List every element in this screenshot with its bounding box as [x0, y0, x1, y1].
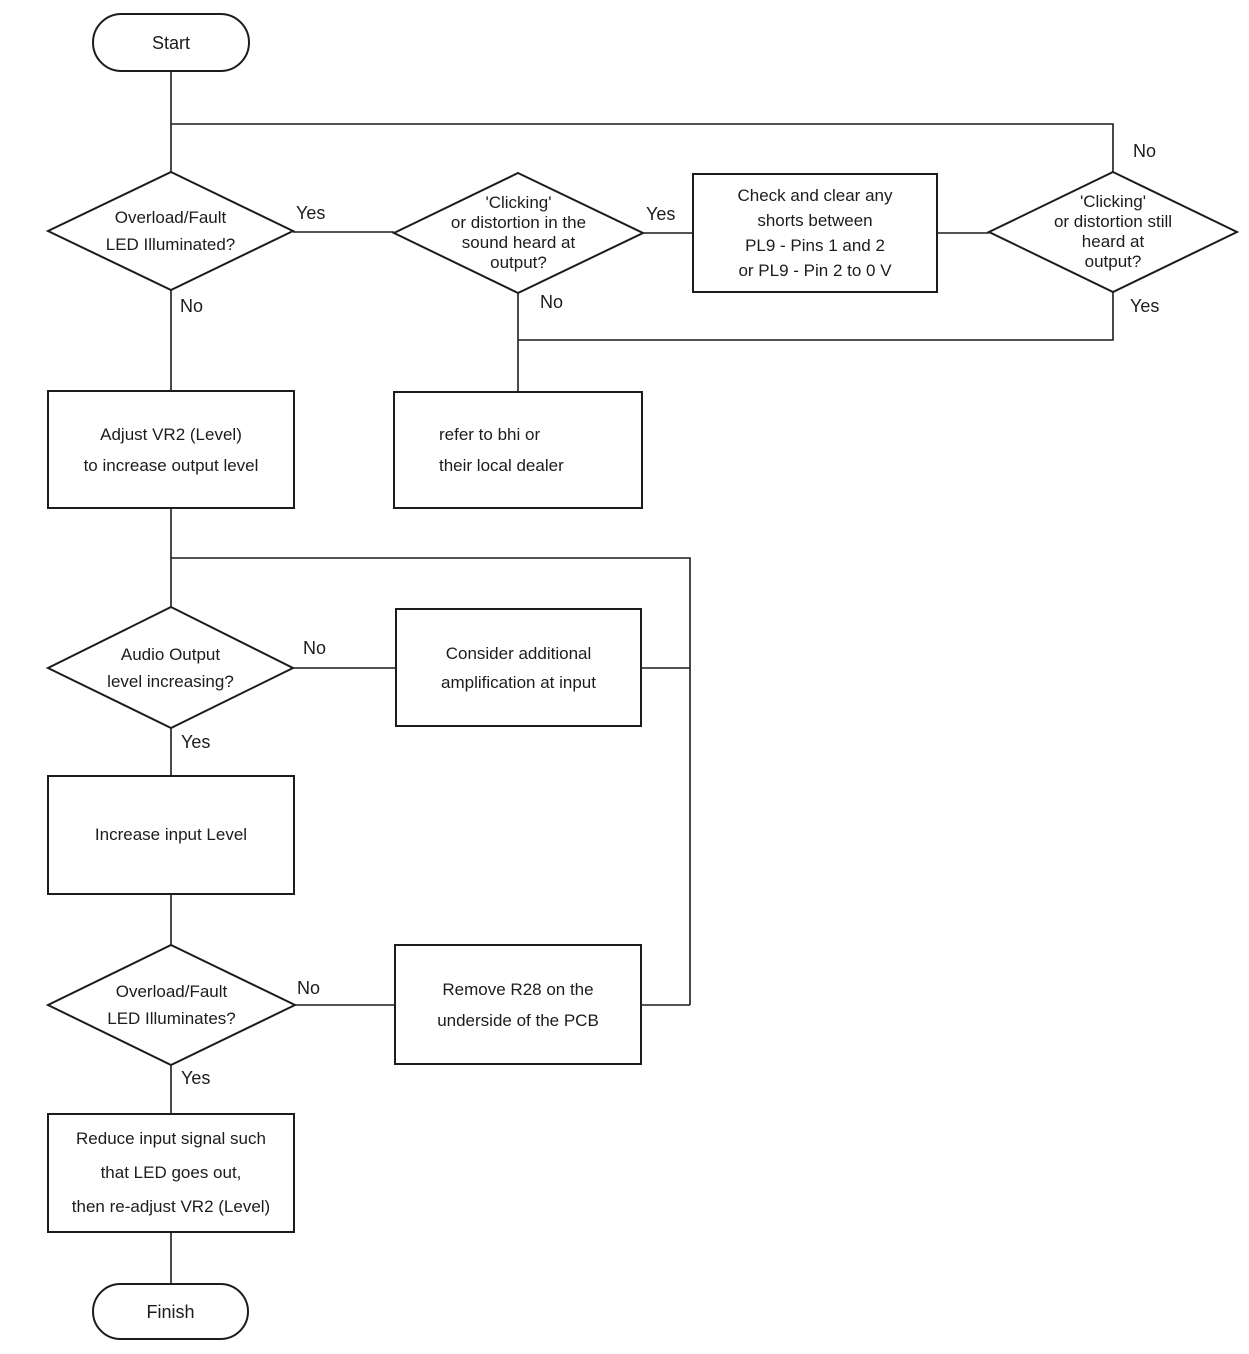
process-adjust-vr2-line: to increase output level: [83, 455, 259, 475]
process-reduce-input-line: Reduce input signal such: [76, 1129, 266, 1148]
edge-label-clicking-output-yes: Yes: [646, 204, 676, 224]
decision-clicking-output-shape: [394, 173, 643, 293]
decision-clicking-output-line: 'Clicking': [485, 193, 552, 212]
decision-audio-increasing-shape: [48, 607, 293, 728]
process-remove-r28-line: underside of the PCB: [437, 1010, 599, 1030]
terminal-start: [92, 13, 250, 72]
edge-label-audio-increasing-yes: Yes: [181, 732, 211, 752]
decision-led-illuminated-line: Overload/Fault: [114, 208, 227, 227]
decision-led-illuminated-shape: [48, 172, 293, 290]
process-remove-r28-line: Remove R28 on the: [442, 979, 594, 999]
decision-audio-increasing-line: level increasing?: [107, 671, 234, 691]
terminal-start-label: Start: [151, 32, 190, 53]
edge-label-led-illuminated-no: No: [180, 296, 204, 316]
process-increase-input: [47, 775, 295, 895]
decision-led-illuminates-line: Overload/Fault: [115, 982, 228, 1001]
process-check-shorts-line: PL9 - Pins 1 and 2: [745, 236, 885, 255]
process-adjust-vr2: [47, 390, 295, 509]
process-increase-input-label: Increase input Level: [94, 825, 248, 844]
decision-led-illuminated-line: LED Illuminated?: [105, 235, 236, 254]
decision-clicking-still-line: heard at: [1081, 232, 1145, 251]
process-check-shorts-line: Check and clear any: [737, 186, 893, 205]
decision-clicking-still-line: output?: [1084, 252, 1142, 271]
edge-label-led-illuminated-yes: Yes: [296, 203, 326, 223]
edge-clicking-still-yes-loop: [518, 292, 1113, 340]
terminal-finish: [92, 1283, 249, 1340]
decision-clicking-output-line: output?: [490, 253, 547, 272]
edge-label-clicking-output-no: No: [540, 292, 564, 312]
edge-label-led-illuminates-no: No: [297, 978, 321, 998]
process-check-shorts-line: shorts between: [757, 211, 873, 230]
decision-clicking-still-shape: [989, 172, 1237, 292]
process-refer-bhi-line: their local dealer: [439, 456, 564, 475]
edge-label-clicking-still-no: No: [1133, 141, 1157, 161]
terminal-finish-label: Finish: [146, 1301, 195, 1322]
process-consider-amp-line: Consider additional: [445, 643, 592, 663]
decision-clicking-output-line: or distortion in the: [450, 213, 587, 232]
decision-clicking-still-line: 'Clicking': [1079, 192, 1146, 211]
process-adjust-vr2-line: Adjust VR2 (Level): [100, 424, 242, 444]
decision-clicking-still-line: or distortion still: [1053, 212, 1173, 231]
process-refer-bhi-line: refer to bhi or: [439, 425, 541, 444]
process-consider-amp: [395, 608, 642, 727]
decision-audio-increasing-line: Audio Output: [120, 644, 221, 664]
process-refer-bhi: [393, 391, 643, 509]
process-consider-amp-line: amplification at input: [441, 672, 596, 692]
process-reduce-input: [47, 1113, 295, 1233]
decision-led-illuminates-line: LED Illuminates?: [107, 1009, 236, 1028]
edge-label-led-illuminates-yes: Yes: [181, 1068, 211, 1088]
process-reduce-input-line: that LED goes out,: [100, 1163, 242, 1182]
process-reduce-input-line: then re-adjust VR2 (Level): [71, 1197, 271, 1216]
process-check-shorts: [692, 173, 938, 293]
decision-led-illuminates-shape: [48, 945, 295, 1065]
edge-label-clicking-still-yes: Yes: [1130, 296, 1160, 316]
edge-label-audio-increasing-no: No: [303, 638, 327, 658]
process-check-shorts-line: or PL9 - Pin 2 to 0 V: [738, 261, 892, 280]
process-remove-r28: [394, 944, 642, 1065]
decision-clicking-output-line: sound heard at: [461, 233, 576, 252]
edge-top-return-to-clicking-still: [171, 124, 1113, 172]
